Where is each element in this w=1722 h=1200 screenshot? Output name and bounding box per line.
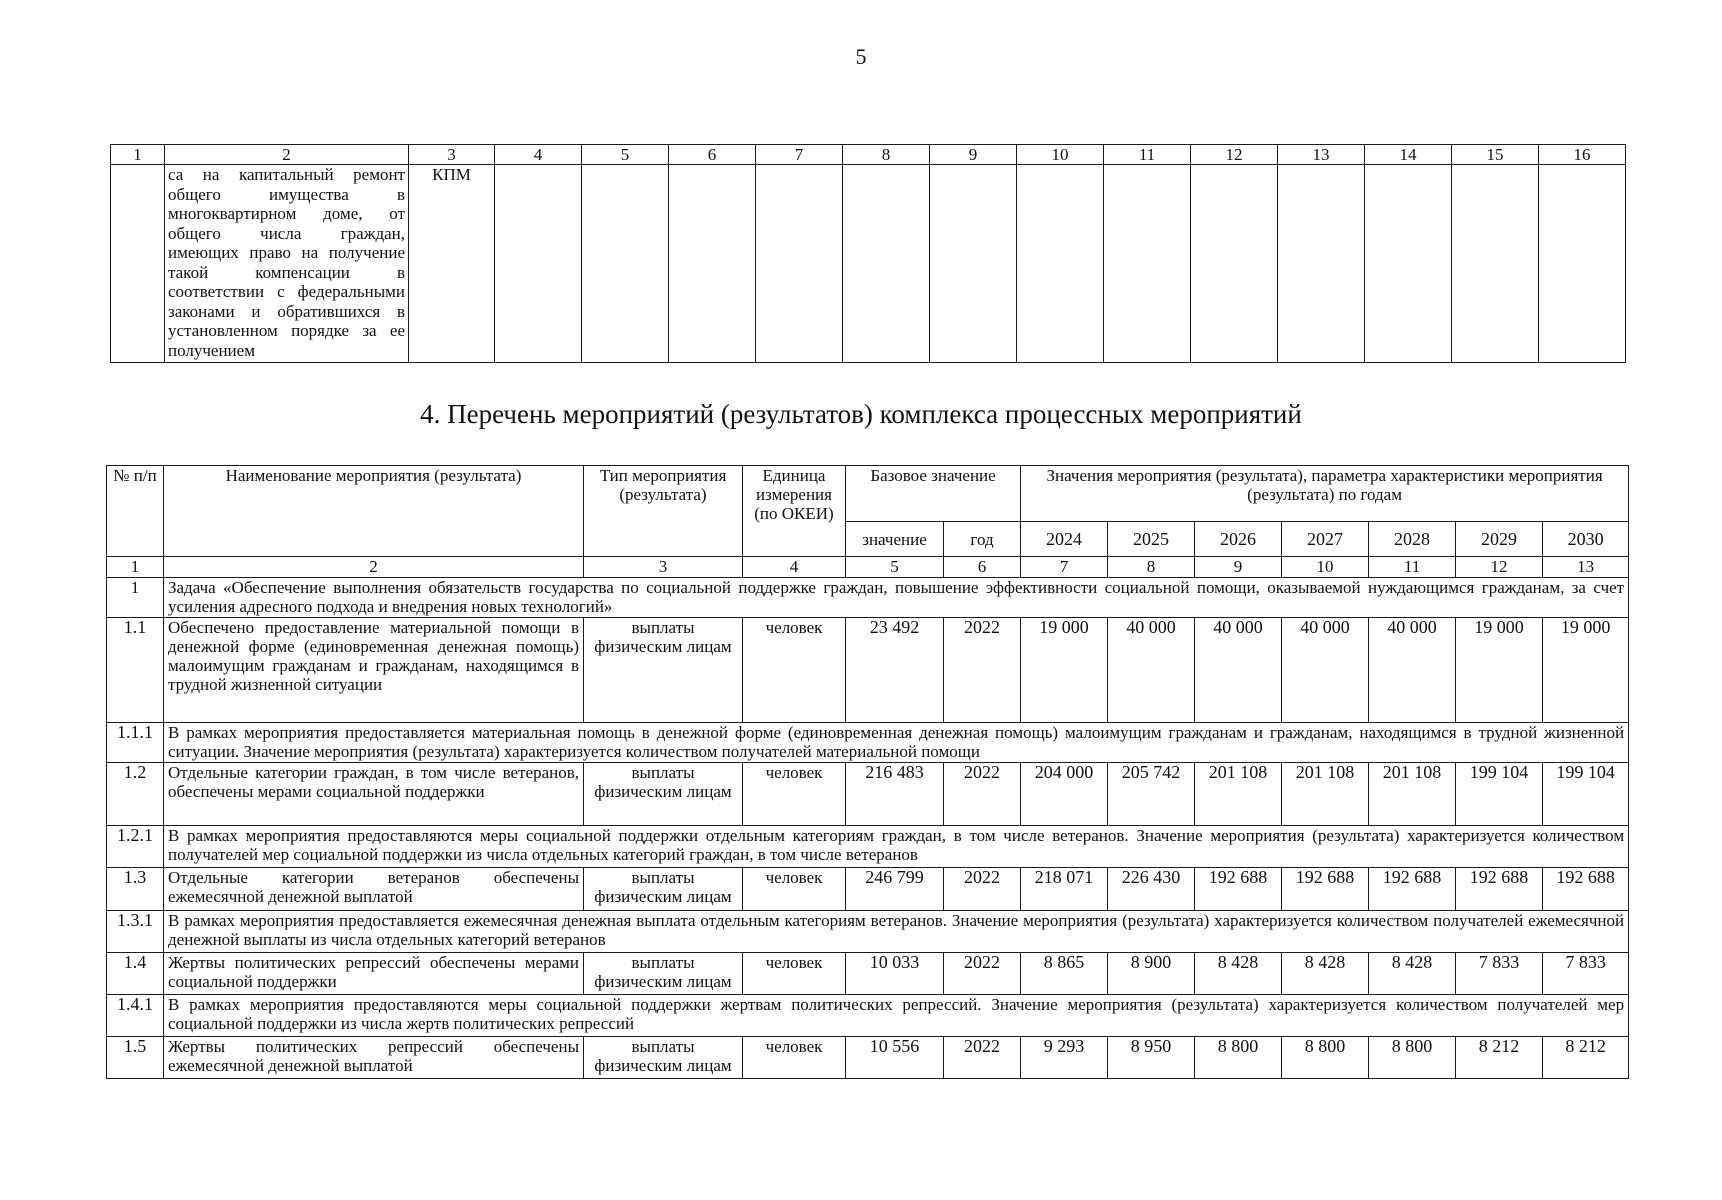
base-value: 216 483 <box>846 763 944 826</box>
header-year: 2025 <box>1108 522 1195 557</box>
column-number: 16 <box>1539 145 1626 165</box>
activity-unit: человек <box>743 953 846 995</box>
activity-row <box>107 1037 1629 1079</box>
year-value: 19 000 <box>1543 618 1629 723</box>
base-value: 246 799 <box>846 868 944 911</box>
note-row <box>107 995 1629 1037</box>
column-number: 2 <box>164 557 584 578</box>
section-title: 4. Перечень мероприятий (результатов) комплекса процессных мероприятий <box>420 399 1302 429</box>
column-number: 11 <box>1369 557 1456 578</box>
column-number: 11 <box>1104 145 1191 165</box>
table-cell <box>1452 165 1539 363</box>
row-num: 1.1 <box>107 618 164 723</box>
header-year: 2024 <box>1021 522 1108 557</box>
column-number: 10 <box>1017 145 1104 165</box>
year-value: 8 800 <box>1282 1037 1369 1079</box>
activities-table <box>106 465 1629 1079</box>
row-num: 1.5 <box>107 1037 164 1079</box>
year-value: 8 428 <box>1369 953 1456 995</box>
year-value: 201 108 <box>1282 763 1369 826</box>
base-year: 2022 <box>944 618 1021 723</box>
table-cell <box>1365 165 1452 363</box>
activity-row <box>107 953 1629 995</box>
activity-type: выплаты физическим лицам <box>584 1037 743 1079</box>
column-number: 6 <box>944 557 1021 578</box>
column-number: 4 <box>495 145 582 165</box>
column-number: 8 <box>843 145 930 165</box>
column-number-row <box>107 557 1629 578</box>
column-number: 1 <box>111 145 165 165</box>
header-name: Наименование мероприятия (результата) <box>164 466 584 557</box>
column-number: 13 <box>1543 557 1629 578</box>
column-number: 10 <box>1282 557 1369 578</box>
note-num: 1.4.1 <box>107 995 164 1037</box>
note-row <box>107 723 1629 763</box>
activity-unit: человек <box>743 1037 846 1079</box>
header-row <box>107 466 1629 522</box>
task-text: Задача «Обеспечение выполнения обязательств государства по социальной поддержке граждан, повышение эффективности социальной помощи, оказываемой нуждающимся гражданам, за счет усиления адресного подхода и внедрения новых технологий» <box>164 578 1629 618</box>
column-number: 12 <box>1191 145 1278 165</box>
column-number: 7 <box>756 145 843 165</box>
year-value: 218 071 <box>1021 868 1108 911</box>
column-number: 12 <box>1456 557 1543 578</box>
note-row <box>107 826 1629 868</box>
column-number: 5 <box>582 145 669 165</box>
year-value: 40 000 <box>1195 618 1282 723</box>
header-year: 2029 <box>1456 522 1543 557</box>
year-value: 8 900 <box>1108 953 1195 995</box>
column-number: 14 <box>1365 145 1452 165</box>
note-text: В рамках мероприятия предоставляются меры социальной поддержки отдельным категориям граждан, в том числе ветеранов. Значение мероприятия (результата) характеризуется количеством получателей мер социальной поддержки из числа отдельных категорий граждан, в том числе ветеранов <box>164 826 1629 868</box>
table-cell <box>843 165 930 363</box>
table-cell <box>669 165 756 363</box>
year-value: 205 742 <box>1108 763 1195 826</box>
column-number: 1 <box>107 557 164 578</box>
activity-row <box>107 868 1629 911</box>
year-value: 40 000 <box>1282 618 1369 723</box>
activity-name: Жертвы политических репрессий обеспечены мерами социальной поддержки <box>164 953 584 995</box>
base-value: 10 556 <box>846 1037 944 1079</box>
header-base-year: год <box>944 522 1021 557</box>
page-number: 5 <box>855 44 867 69</box>
column-number: 13 <box>1278 145 1365 165</box>
column-number: 15 <box>1452 145 1539 165</box>
year-value: 192 688 <box>1282 868 1369 911</box>
note-num: 1.3.1 <box>107 911 164 953</box>
note-text: В рамках мероприятия предоставляются меры социальной поддержки жертвам политических репрессий. Значение мероприятия (результата) характеризуется количеством получателей мер социальной поддержки из числа жертв политических репрессий <box>164 995 1629 1037</box>
header-unit: Единица измерения (по ОКЕИ) <box>743 466 846 557</box>
table-cell <box>495 165 582 363</box>
year-value: 40 000 <box>1369 618 1456 723</box>
year-value: 204 000 <box>1021 763 1108 826</box>
year-value: 8 800 <box>1195 1037 1282 1079</box>
activity-unit: человек <box>743 618 846 723</box>
activity-type: выплаты физическим лицам <box>584 953 743 995</box>
table-cell <box>1017 165 1104 363</box>
base-year: 2022 <box>944 763 1021 826</box>
base-year: 2022 <box>944 953 1021 995</box>
year-value: 8 212 <box>1456 1037 1543 1079</box>
column-number: 4 <box>743 557 846 578</box>
year-value: 8 428 <box>1282 953 1369 995</box>
table-cell <box>1539 165 1626 363</box>
year-value: 7 833 <box>1456 953 1543 995</box>
header-base-value: значение <box>846 522 944 557</box>
table-cell <box>1278 165 1365 363</box>
base-year: 2022 <box>944 868 1021 911</box>
year-value: 192 688 <box>1369 868 1456 911</box>
year-value: 192 688 <box>1456 868 1543 911</box>
column-number: 9 <box>1195 557 1282 578</box>
activity-type: выплаты физическим лицам <box>584 618 743 723</box>
column-number-row <box>111 145 1626 165</box>
column-number: 2 <box>165 145 409 165</box>
year-value: 192 688 <box>1195 868 1282 911</box>
year-value: 8 212 <box>1543 1037 1629 1079</box>
activity-unit: человек <box>743 763 846 826</box>
year-value: 8 800 <box>1369 1037 1456 1079</box>
column-number: 7 <box>1021 557 1108 578</box>
year-value: 7 833 <box>1543 953 1629 995</box>
year-value: 8 428 <box>1195 953 1282 995</box>
year-value: 192 688 <box>1543 868 1629 911</box>
column-number: 5 <box>846 557 944 578</box>
activity-name: Обеспечено предоставление материальной помощи в денежной форме (единовременная денежная помощь) малоимущим гражданам и гражданам, находящимся в трудной жизненной ситуации <box>164 618 584 723</box>
task-row <box>107 578 1629 618</box>
year-value: 201 108 <box>1195 763 1282 826</box>
row-num: 1.3 <box>107 868 164 911</box>
activity-name: Жертвы политических репрессий обеспечены ежемесячной денежной выплатой <box>164 1037 584 1079</box>
header-year: 2030 <box>1543 522 1629 557</box>
year-value: 19 000 <box>1456 618 1543 723</box>
note-row <box>107 911 1629 953</box>
year-value: 226 430 <box>1108 868 1195 911</box>
note-text: В рамках мероприятия предоставляется ежемесячная денежная выплата отдельным категориям ветеранов. Значение мероприятия (результата) характеризуется количеством получателей ежемесячной денежной выплаты из числа отдельных категорий ветеранов <box>164 911 1629 953</box>
header-year: 2028 <box>1369 522 1456 557</box>
header-num: № п/п <box>107 466 164 557</box>
header-type: Тип мероприятия (результата) <box>584 466 743 557</box>
table-row <box>111 165 1626 363</box>
header-years-group: Значения мероприятия (результата), параметра характеристики мероприятия (результата) по годам <box>1021 466 1629 522</box>
activity-name: Отдельные категории ветеранов обеспечены ежемесячной денежной выплатой <box>164 868 584 911</box>
base-year: 2022 <box>944 1037 1021 1079</box>
table-cell <box>1104 165 1191 363</box>
column-number: 3 <box>584 557 743 578</box>
indicator-unit-cell: КПМ <box>409 165 495 363</box>
activity-unit: человек <box>743 868 846 911</box>
note-num: 1.2.1 <box>107 826 164 868</box>
column-number: 9 <box>930 145 1017 165</box>
header-year: 2026 <box>1195 522 1282 557</box>
year-value: 201 108 <box>1369 763 1456 826</box>
header-year: 2027 <box>1282 522 1369 557</box>
table-cell <box>1191 165 1278 363</box>
indicator-name-cell: са на капитальный ремонт общего имущества в многоквартирном доме, от общего числа граждан, имеющих право на получение такой компенсации в соответствии с федеральными законами и обратившихся в установленном порядке за ее получением <box>165 165 409 363</box>
task-num: 1 <box>107 578 164 618</box>
table-cell <box>111 165 165 363</box>
column-number: 6 <box>669 145 756 165</box>
row-num: 1.4 <box>107 953 164 995</box>
header-base: Базовое значение <box>846 466 1021 522</box>
activity-row <box>107 618 1629 723</box>
activity-row <box>107 763 1629 826</box>
year-value: 9 293 <box>1021 1037 1108 1079</box>
table-cell <box>582 165 669 363</box>
activity-type: выплаты физическим лицам <box>584 868 743 911</box>
continued-indicator-table <box>110 144 1626 363</box>
base-value: 23 492 <box>846 618 944 723</box>
year-value: 40 000 <box>1108 618 1195 723</box>
activity-name: Отдельные категории граждан, в том числе ветеранов, обеспечены мерами социальной поддержки <box>164 763 584 826</box>
year-value: 19 000 <box>1021 618 1108 723</box>
year-value: 8 865 <box>1021 953 1108 995</box>
base-value: 10 033 <box>846 953 944 995</box>
table-cell <box>756 165 843 363</box>
year-value: 199 104 <box>1456 763 1543 826</box>
row-num: 1.2 <box>107 763 164 826</box>
column-number: 8 <box>1108 557 1195 578</box>
activity-type: выплаты физическим лицам <box>584 763 743 826</box>
table-cell <box>930 165 1017 363</box>
note-text: В рамках мероприятия предоставляется материальная помощь в денежной форме (единовременная денежная помощь) малоимущим гражданам и гражданам, находящимся в трудной жизненной ситуации. Значение мероприятия (результата) характеризуется количеством получателей материальной помощи <box>164 723 1629 763</box>
year-value: 199 104 <box>1543 763 1629 826</box>
column-number: 3 <box>409 145 495 165</box>
note-num: 1.1.1 <box>107 723 164 763</box>
year-value: 8 950 <box>1108 1037 1195 1079</box>
